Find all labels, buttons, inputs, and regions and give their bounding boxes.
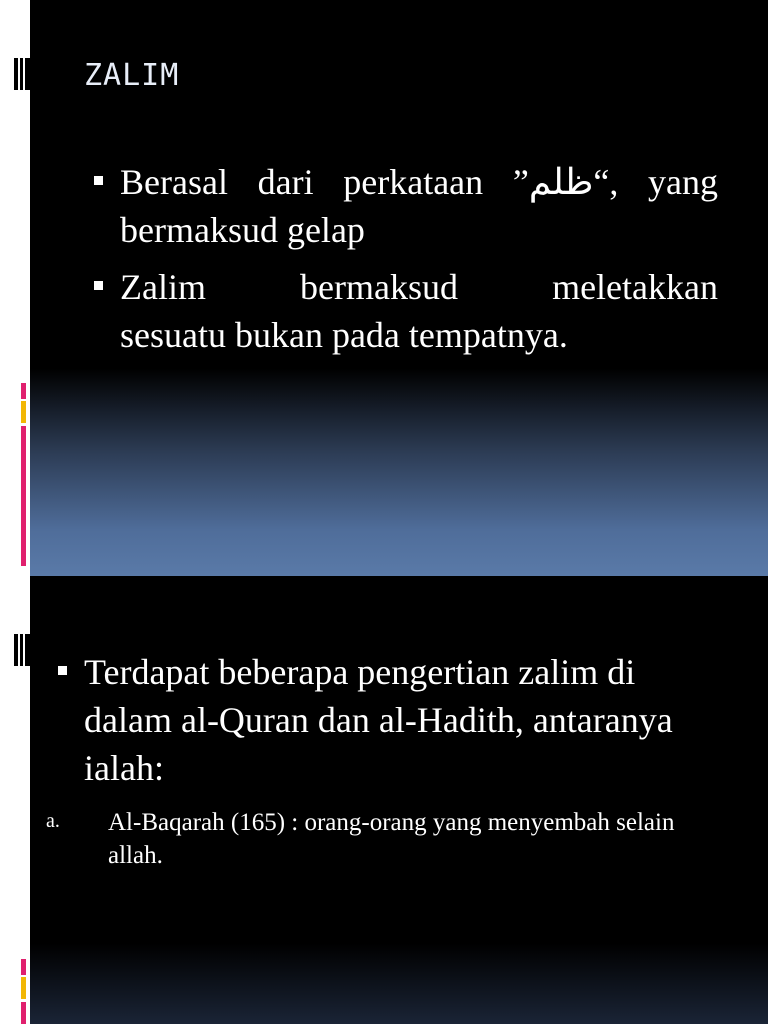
accent-pink-bar [21, 959, 26, 975]
accent-yellow-bar [21, 401, 26, 423]
accent-pink-bar-long [21, 1002, 26, 1024]
bullet-text-line2: sesuatu bukan pada tempatnya. [120, 315, 568, 355]
bullet-text-line1: Zalim bermaksud meletakkan [120, 267, 718, 307]
vertical-bars-decoration [14, 634, 32, 666]
vertical-bars-decoration [14, 58, 32, 90]
bullet-text-start: Berasal dari perkataan ” [120, 162, 529, 202]
slide-2 [0, 576, 768, 1024]
accent-pink-bar [21, 383, 26, 399]
accent-yellow-bar [21, 977, 26, 999]
bullet-square-icon [58, 666, 67, 675]
bullet-list-2 [52, 648, 732, 792]
accent-pink-bar-long [21, 426, 26, 566]
bullet-item-meaning [92, 263, 718, 359]
sub-item-marker: a. [46, 810, 60, 832]
sub-item-text: Al-Baqarah (165) : orang-orang yang menyembah selain allah. [108, 809, 675, 869]
arabic-word: ظلم [528, 162, 594, 202]
bullet-text: Terdapat beberapa pengertian zalim di dalam al-Quran dan al-Hadith, antaranya ialah: [84, 652, 673, 788]
bullet-list [92, 158, 718, 368]
bullet-square-icon [94, 176, 103, 185]
bullet-text-end: “, yang [593, 162, 718, 202]
bullet-item-origin [92, 158, 718, 254]
bullet-item-definitions [52, 648, 732, 792]
bullet-square-icon [94, 281, 103, 290]
sub-item-a [46, 806, 726, 872]
bullet-text-line2: bermaksud gelap [120, 210, 365, 250]
slide-title: ZALIM [84, 58, 180, 93]
